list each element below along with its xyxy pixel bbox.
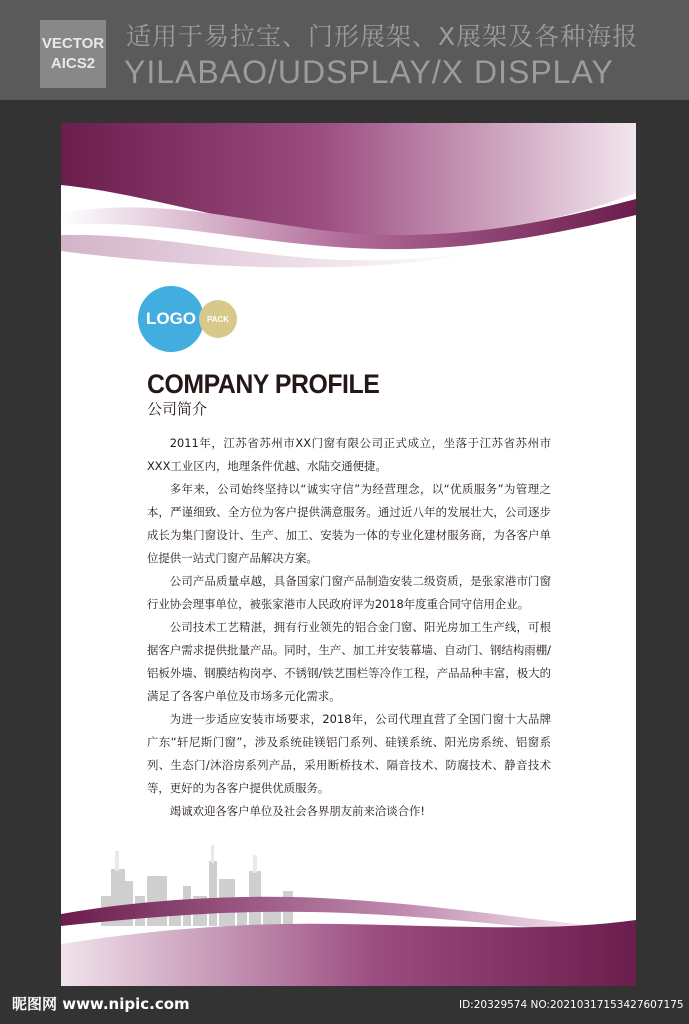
paragraph-1: 2011年，江苏省苏州市XX门窗有限公司正式成立，坐落于江苏省苏州市XXX工业区内，地理条件优越、水陆交通便捷。 (147, 436, 551, 473)
paragraph-2: 多年来，公司始终坚持以“诚实守信”为经营理念，以“优质服务”为管理之本，严谨细致、全方位为客户提供满意服务。通过近八年的发展壮大，公司逐步成长为集门窗设计、生产、加工、安装为一体的专业化建材服务商，为各客户单位提供一站式门窗产品解决方案。 (147, 482, 551, 565)
footer-id-label: ID:20329574 NO:20210317153427607175 (459, 999, 684, 1011)
paragraph-5: 为进一步适应安装市场要求，2018年，公司代理直营了全国门窗十大品牌广东“轩尼斯门窗”，涉及系统硅镁铝门系列、硅镁系统、阳光房系统、铝窗系列、生态门/沐浴房系列产品，采用断桥技术、隔音技术、防腐技术、静音技术等，更好的为各客户提供优质服务。 (147, 712, 551, 795)
top-banner (0, 0, 689, 100)
profile-title-en: COMPANY PROFILE (147, 369, 380, 399)
top-wave-graphic (61, 123, 636, 273)
profile-body (147, 432, 551, 823)
banner-title-en: YILABAO/UDSPLAY/X DISPLAY (124, 54, 614, 90)
banner-title-cn: 适用于易拉宝、门形展架、X展架及各种海报 (126, 22, 639, 51)
poster (61, 123, 636, 986)
profile-title-cn: 公司简介 (147, 400, 208, 418)
logo-pack-circle (199, 300, 237, 338)
footer-site-label: 昵图网 www.nipic.com (12, 995, 190, 1013)
paragraph-4: 公司技术工艺精湛，拥有行业领先的铝合金门窗、阳光房加工生产线，可根据客户需求提供批量产品。同时，生产、加工并安装幕墙、自动门、钢结构雨棚/铝板外墙、钢膜结构岗亭、不锈钢/铁艺围栏等冷作工程，产品品种丰富，极大的满足了各客户单位及市场多元化需求。 (147, 620, 551, 703)
paragraph-3: 公司产品质量卓越，具备国家门窗产品制造安装二级资质，是张家港市门窗行业协会理事单位，被张家港市人民政府评为2018年度重合同守信用企业。 (147, 574, 551, 611)
logo-pack-text: PACK (206, 314, 230, 324)
badge-line-2: AICS2 (50, 55, 96, 72)
vector-badge (40, 20, 106, 88)
logo-circle (138, 286, 204, 352)
logo-text: LOGO (145, 309, 197, 328)
badge-line-1: VECTOR (41, 35, 105, 52)
paragraph-6: 竭诚欢迎各客户单位及社会各界朋友前来洽谈合作! (169, 804, 425, 818)
bottom-wave-graphic (61, 886, 636, 986)
